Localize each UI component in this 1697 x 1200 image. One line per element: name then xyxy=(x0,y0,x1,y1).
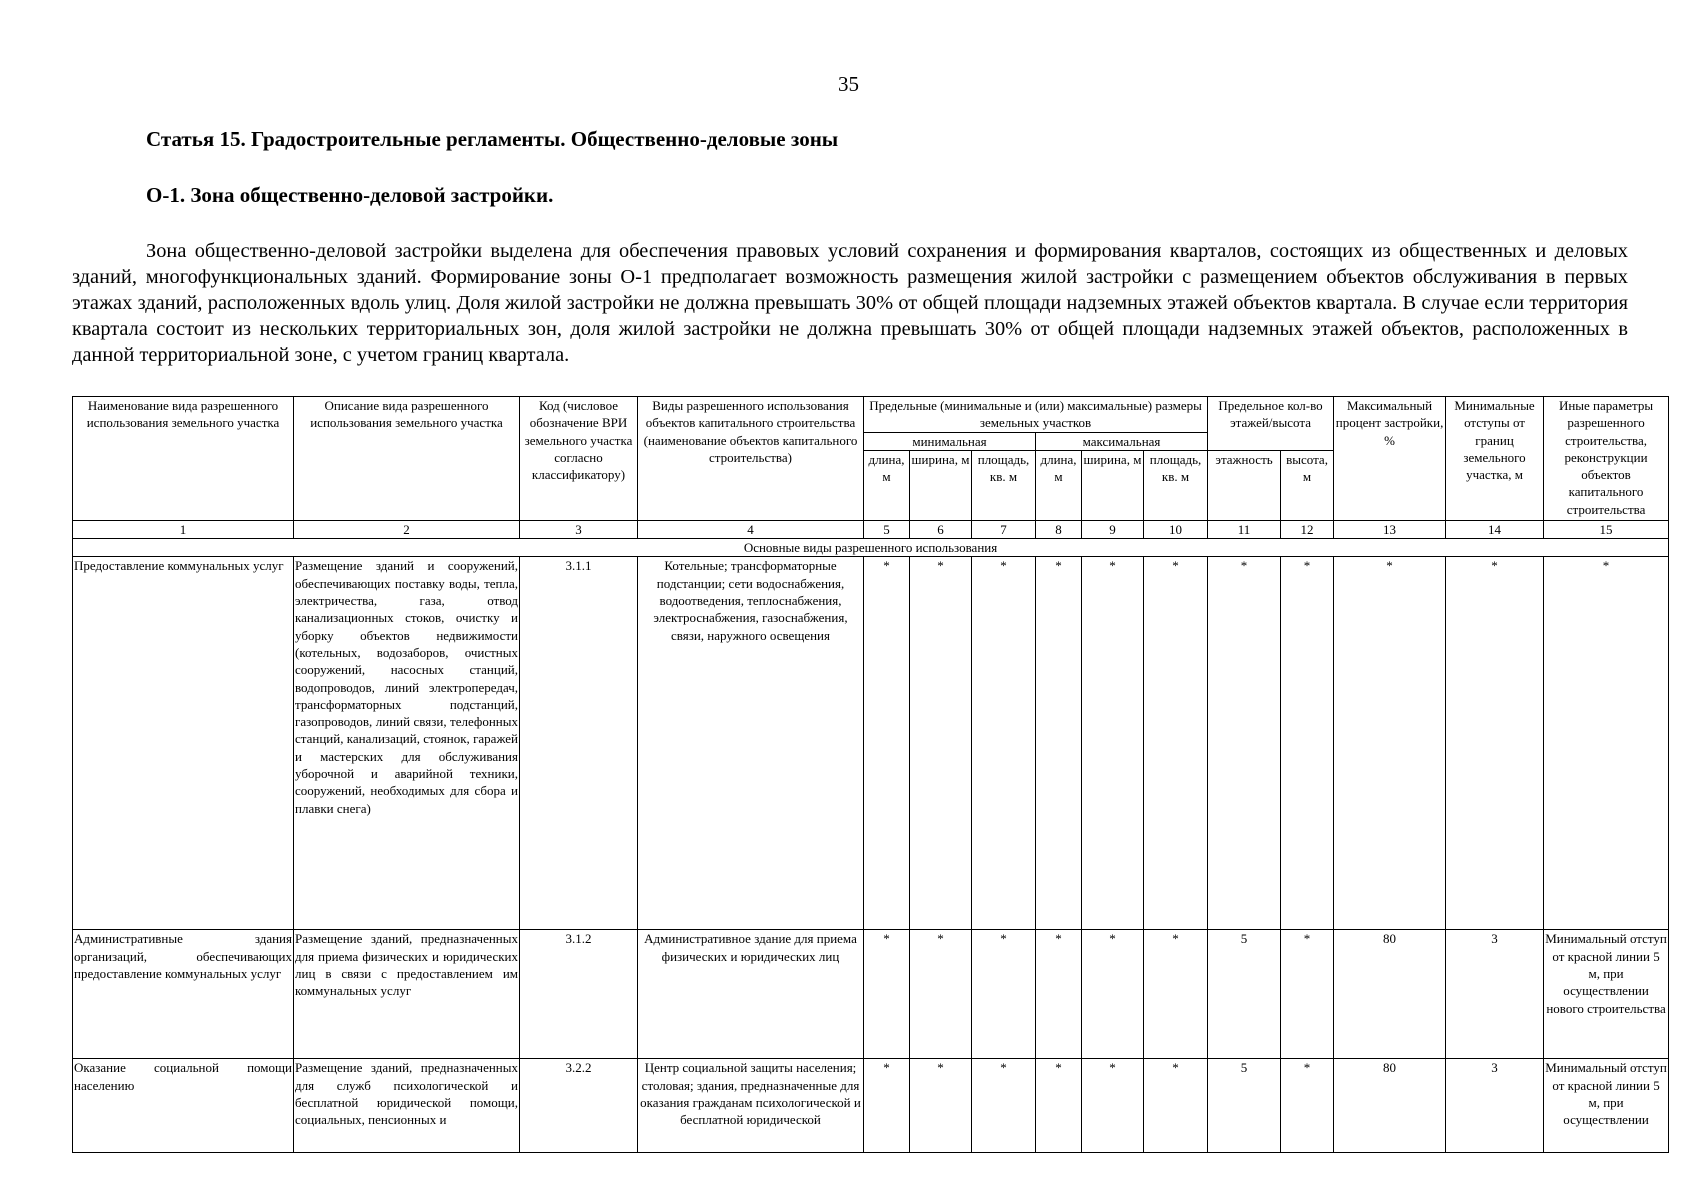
table-row xyxy=(73,557,1669,930)
header-max-coverage: Максимальный процент застройки, % xyxy=(1334,397,1446,521)
column-number: 2 xyxy=(294,520,520,538)
cell-min-width: * xyxy=(910,930,972,1059)
cell-use-name: Оказание социальной помощи населению xyxy=(73,1059,294,1153)
cell-max-width: * xyxy=(1082,930,1144,1059)
cell-min-area: * xyxy=(972,1059,1036,1153)
header-other-params: Иные параметры разрешенного строительства, реконструкции объектов капитального строительства xyxy=(1544,397,1669,521)
cell-setback: 3 xyxy=(1446,930,1544,1059)
cell-min-length: * xyxy=(864,1059,910,1153)
cell-floors: 5 xyxy=(1208,930,1281,1059)
cell-min-width: * xyxy=(910,557,972,930)
header-max-length: длина, м xyxy=(1036,450,1082,520)
column-number: 7 xyxy=(972,520,1036,538)
page-number: 35 xyxy=(838,72,859,96)
section-title: Основные виды разрешенного использования xyxy=(73,539,1669,557)
cell-max-width: * xyxy=(1082,1059,1144,1153)
column-number: 9 xyxy=(1082,520,1144,538)
cell-min-length: * xyxy=(864,557,910,930)
header-classifier-code: Код (числовое обозначение ВРИ земельного участка согласно классификатору) xyxy=(520,397,638,521)
header-max-area: площадь, кв. м xyxy=(1144,450,1208,520)
column-number: 12 xyxy=(1281,520,1334,538)
cell-max-area: * xyxy=(1144,930,1208,1059)
header-max-width: ширина, м xyxy=(1082,450,1144,520)
header-floors: этажность xyxy=(1208,450,1281,520)
cell-setback: * xyxy=(1446,557,1544,930)
cell-floors: 5 xyxy=(1208,1059,1281,1153)
article-title: Статья 15. Градостроительные регламенты. Общественно-деловые зоны xyxy=(146,127,839,151)
cell-min-area: * xyxy=(972,930,1036,1059)
column-number: 5 xyxy=(864,520,910,538)
header-min-width: ширина, м xyxy=(910,450,972,520)
column-numbers-row xyxy=(73,520,1669,538)
cell-use-description: Размещение зданий, предназначенных для приема физических и юридических лиц в связи с предоставлением им коммунальных услуг xyxy=(294,930,520,1059)
cell-capital-objects: Административное здание для приема физических и юридических лиц xyxy=(638,930,864,1059)
cell-min-width: * xyxy=(910,1059,972,1153)
cell-setback: 3 xyxy=(1446,1059,1544,1153)
header-height: высота, м xyxy=(1281,450,1334,520)
cell-use-name: Административные здания организаций, обеспечивающих предоставление коммунальных услуг xyxy=(73,930,294,1059)
header-min-area: площадь, кв. м xyxy=(972,450,1036,520)
table-row xyxy=(73,1059,1669,1153)
cell-height: * xyxy=(1281,557,1334,930)
header-plot-size-limits: Предельные (минимальные и (или) максимальные) размеры земельных участков xyxy=(864,397,1208,433)
cell-height: * xyxy=(1281,1059,1334,1153)
header-min-length: длина, м xyxy=(864,450,910,520)
header-permitted-use-name: Наименование вида разрешенного использования земельного участка xyxy=(73,397,294,521)
section-row xyxy=(73,539,1669,557)
column-number: 3 xyxy=(520,520,638,538)
cell-max-length: * xyxy=(1036,1059,1082,1153)
column-number: 4 xyxy=(638,520,864,538)
regulations-table xyxy=(72,396,1669,1153)
cell-code: 3.2.2 xyxy=(520,1059,638,1153)
column-number: 8 xyxy=(1036,520,1082,538)
cell-other-params: Минимальный отступ от красной линии 5 м, при осуществлении нового строительства xyxy=(1544,930,1669,1059)
cell-capital-objects: Центр социальной защиты населения; столовая; здания, предназначенные для оказания гражданам психологической и бесплатной юридической xyxy=(638,1059,864,1153)
cell-min-area: * xyxy=(972,557,1036,930)
cell-coverage: 80 xyxy=(1334,930,1446,1059)
cell-max-length: * xyxy=(1036,557,1082,930)
cell-code: 3.1.2 xyxy=(520,930,638,1059)
cell-coverage: 80 xyxy=(1334,1059,1446,1153)
cell-max-area: * xyxy=(1144,1059,1208,1153)
cell-other-params: Минимальный отступ от красной линии 5 м, при осуществлении xyxy=(1544,1059,1669,1153)
cell-coverage: * xyxy=(1334,557,1446,930)
column-number: 13 xyxy=(1334,520,1446,538)
cell-max-length: * xyxy=(1036,930,1082,1059)
cell-capital-objects: Котельные; трансформаторные подстанции; сети водоснабжения, водоотведения, теплоснабжения, электроснабжения, газоснабжения, связи, наружного освещения xyxy=(638,557,864,930)
header-capital-objects: Виды разрешенного использования объектов капитального строительства (наименование объектов капитального строительства) xyxy=(638,397,864,521)
cell-floors: * xyxy=(1208,557,1281,930)
cell-max-width: * xyxy=(1082,557,1144,930)
cell-use-description: Размещение зданий, предназначенных для служб психологической и бесплатной юридической помощи, социальных, пенсионных и xyxy=(294,1059,520,1153)
cell-code: 3.1.1 xyxy=(520,557,638,930)
column-number: 11 xyxy=(1208,520,1281,538)
cell-use-name: Предоставление коммунальных услуг xyxy=(73,557,294,930)
column-number: 10 xyxy=(1144,520,1208,538)
header-min-setbacks: Минимальные отступы от границ земельного участка, м xyxy=(1446,397,1544,521)
column-number: 6 xyxy=(910,520,972,538)
cell-other-params: * xyxy=(1544,557,1669,930)
column-number: 14 xyxy=(1446,520,1544,538)
table-row xyxy=(73,930,1669,1059)
column-number: 15 xyxy=(1544,520,1669,538)
cell-min-length: * xyxy=(864,930,910,1059)
zone-title: О-1. Зона общественно-деловой застройки. xyxy=(146,183,554,207)
intro-paragraph: Зона общественно-деловой застройки выделена для обеспечения правовых условий сохранения и формирования кварталов, состоящих из общественных и деловых зданий, многофункциональных зданий. Формирование зоны О-1 предполагает возможность размещения жилой застройки с размещением объектов обслуживания в первых этажах зданий, расположенных вдоль улиц. Доля жилой застройки не должна превышать 30% от общей площади надземных этажей объектов квартала. В случае если территория квартала состоит из нескольких территориальных зон, доля жилой застройки не должна превышать 30% от общей площади надземных этажей объектов, расположенных в данной территориальной зоне, с учетом границ квартала. xyxy=(72,240,1628,366)
header-min-group: минимальная xyxy=(864,432,1036,450)
cell-use-description: Размещение зданий и сооружений, обеспечивающих поставку воды, тепла, электричества, газа, отвод канализационных стоков, очистку и уборку объектов недвижимости (котельных, водозаборов, очистных сооружений, насосных станций, водопроводов, линий электропередач, трансформаторных подстанций, газопроводов, линий связи, телефонных станций, канализаций, стоянок, гаражей и мастерских для обслуживания уборочной и аварийной техники, сооружений, необходимых для сбора и плавки снега) xyxy=(294,557,520,930)
header-floors-height: Предельное кол-во этажей/высота xyxy=(1208,397,1334,451)
cell-max-area: * xyxy=(1144,557,1208,930)
header-max-group: максимальная xyxy=(1036,432,1208,450)
cell-height: * xyxy=(1281,930,1334,1059)
header-permitted-use-description: Описание вида разрешенного использования земельного участка xyxy=(294,397,520,521)
column-number: 1 xyxy=(73,520,294,538)
